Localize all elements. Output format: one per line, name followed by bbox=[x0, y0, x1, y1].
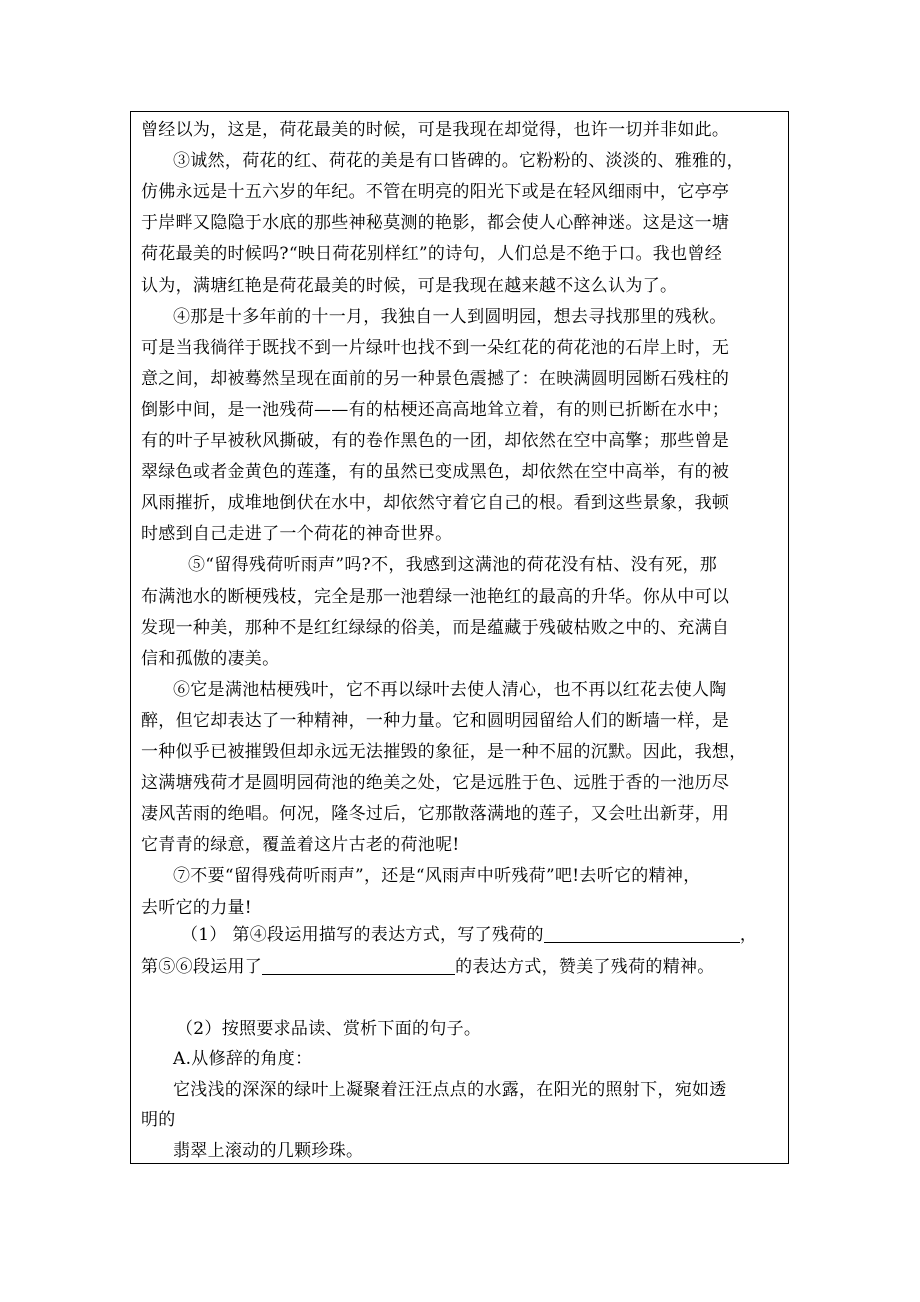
question-2-sub-a: A.从修辞的角度： bbox=[173, 1049, 313, 1069]
question-1-prefix: （1） 第④段运用描写的表达方式，写了残荷的 bbox=[181, 925, 544, 945]
passage-line: 它青青的绿意，覆盖着这片古老的荷池呢! bbox=[141, 835, 460, 856]
answer-blank-2[interactable] bbox=[262, 956, 455, 975]
passage-line: 意之间，却被蓦然呈现在面前的另一种景色震撼了：在映满圆明园断石残柱的 bbox=[141, 368, 730, 389]
question-2-sentence-line-2: 明的 bbox=[141, 1110, 176, 1130]
passage-line: ⑦不要“留得残荷听雨声”，还是“风雨声中听残荷”吧!去听它的精神， bbox=[173, 866, 701, 887]
question-1-line-1 bbox=[181, 923, 757, 947]
passage-line: ③诚然，荷花的红、荷花的美是有口皆碑的。它粉粉的、淡淡的、雅雅的， bbox=[173, 151, 744, 172]
passage-line: 时感到自己走进了一个荷花的神奇世界。 bbox=[141, 524, 453, 545]
passage-line: 风雨摧折，成堆地倒伏在水中，却依然守着它自己的根。看到这些景象，我顿 bbox=[141, 493, 730, 514]
answer-blank-1[interactable] bbox=[544, 924, 740, 943]
passage-line: 信和孤傲的凄美。 bbox=[141, 648, 280, 669]
passage-line: 可是当我徜徉于既找不到一片绿叶也找不到一朵红花的荷花池的石岸上时，无 bbox=[141, 337, 730, 358]
passage-line: 一种似乎已被摧毁但却永远无法摧毁的象征，是一种不屈的沉默。因此，我想， bbox=[141, 742, 747, 762]
passage-line: ⑤“留得残荷听雨声”吗?不，我感到这满池的荷花没有枯、没有死，那 bbox=[188, 555, 718, 576]
passage-line: ⑥它是满池枯梗残叶，它不再以绿叶去使人清心，也不再以红花去使人陶 bbox=[173, 679, 727, 700]
passage-line: 倒影中间，是一池残荷——有的枯梗还高高地耸立着，有的则已折断在水中； bbox=[141, 399, 730, 420]
question-1-comma: ， bbox=[739, 925, 758, 945]
passage-line: ④那是十多年前的十一月，我独自一人到圆明园，想去寻找那里的残秋。 bbox=[173, 306, 727, 327]
question-2-sentence-line-3: 翡翠上滚动的几颗珍珠。 bbox=[173, 1141, 364, 1161]
passage-line: 荷花最美的时候吗?“映日荷花别样红”的诗句，人们总是不绝于口。我也曾经 bbox=[141, 244, 722, 265]
question-2-sentence-line-1: 它浅浅的深深的绿叶上凝聚着汪汪点点的水露，在阳光的照射下，宛如透 bbox=[173, 1080, 727, 1100]
passage-line: 这满塘残荷才是圆明园荷池的绝美之处，它是远胜于色、远胜于香的一池历尽 bbox=[141, 773, 730, 794]
passage-line: 有的叶子早被秋风撕破，有的卷作黑色的一团，却依然在空中高擎；那些曾是 bbox=[141, 431, 730, 451]
question-1-line2-suffix: 的表达方式，赞美了残荷的精神。 bbox=[455, 957, 715, 977]
passage-line: 布满池水的断梗残枝，完全是那一池碧绿一池艳红的最高的升华。你从中可以 bbox=[141, 586, 730, 607]
passage-line: 去听它的力量! bbox=[141, 897, 252, 918]
passage-line: 曾经以为，这是，荷花最美的时候，可是我现在却觉得，也许一切并非如此。 bbox=[141, 120, 730, 140]
passage-line: 翠绿色或者金黄色的莲蓬，有的虽然已变成黑色，却依然在空中高举，有的被 bbox=[141, 462, 730, 483]
question-1-line2-prefix: 第⑤⑥段运用了 bbox=[141, 957, 263, 977]
passage-line: 于岸畔又隐隐于水底的那些神秘莫测的艳影，都会使人心醉神迷。这是这一塘 bbox=[141, 213, 730, 234]
passage-line: 凄风苦雨的绝唱。何况，隆冬过后，它那散落满地的莲子，又会吐出新芽，用 bbox=[141, 804, 730, 825]
question-1-line-2 bbox=[141, 955, 715, 979]
question-2-heading: （2）按照要求品读、赏析下面的句子。 bbox=[176, 1019, 482, 1039]
passage-line: 发现一种美，那种不是红红绿绿的俗美，而是蕴藏于残破枯败之中的、充满自 bbox=[141, 617, 730, 638]
passage-line: 仿佛永远是十五六岁的年纪。不管在明亮的阳光下或是在轻风细雨中，它亭亭 bbox=[141, 182, 730, 203]
passage-line: 醉，但它却表达了一种精神，一种力量。它和圆明园留给人们的断墙一样，是 bbox=[141, 710, 730, 731]
passage-line: 认为，满塘红艳是荷花最美的时候，可是我现在越来越不这么认为了。 bbox=[141, 275, 678, 296]
